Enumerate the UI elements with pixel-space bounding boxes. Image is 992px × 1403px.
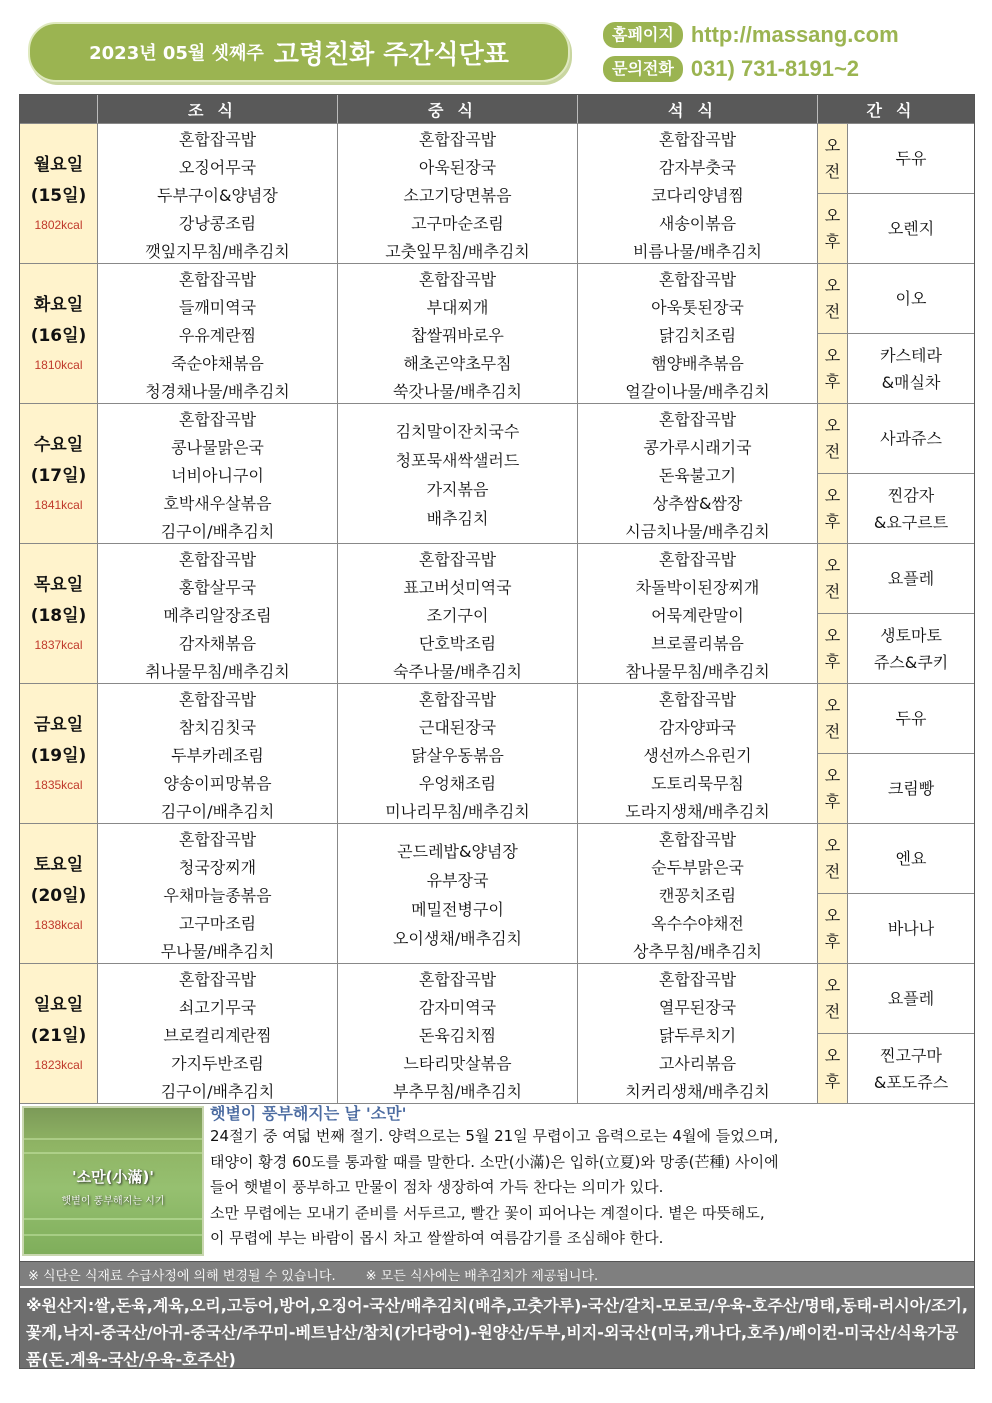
dish-item: 얼갈이나물/배추김치 xyxy=(625,382,770,401)
breakfast-cell xyxy=(98,264,338,403)
note-line: 태양이 황경 60도를 통과할 때를 말한다. 소만(小滿)은 입하(立夏)와 망종(芒種) 사이에 xyxy=(210,1152,779,1171)
contact-label: 문의전화 xyxy=(603,56,683,82)
dish-item: 배추김치 xyxy=(426,508,489,528)
day-cell xyxy=(20,824,98,963)
dish-item: 메추리알장조림 xyxy=(163,606,272,625)
dish-item: 찹쌀꿔바로우 xyxy=(411,326,504,345)
dish-item: 청포묵새싹샐러드 xyxy=(395,450,520,470)
snack-pm: 생토마토 쥬스&쿠키 xyxy=(873,625,949,672)
snack-pm: 바나나 xyxy=(887,919,935,938)
snack-row-am xyxy=(818,264,974,334)
am-label xyxy=(818,264,848,333)
am-label-char: 전 xyxy=(824,1001,841,1021)
dish-item: 양송이피망볶음 xyxy=(163,774,272,793)
dish-item: 조기구이 xyxy=(426,606,489,625)
pm-label-char: 후 xyxy=(824,511,841,531)
header-lunch: 중식 xyxy=(338,95,578,123)
dish-item: 고구마순조림 xyxy=(411,214,504,233)
snack-row-pm xyxy=(818,194,974,263)
dish-item: 쑥갓나물/배추김치 xyxy=(392,382,523,401)
dish-item: 쇠고기무국 xyxy=(178,998,257,1017)
day-cell xyxy=(20,544,98,683)
dish-item: 청경채나물/배추김치 xyxy=(145,382,290,401)
dish-item: 옥수수야채전 xyxy=(651,914,744,933)
dish-item: 상추무침/배추김치 xyxy=(632,942,763,961)
day-kcal: 1802kcal xyxy=(34,217,83,232)
title-banner xyxy=(28,22,570,82)
dish-item: 부추무침/배추김치 xyxy=(392,1082,523,1101)
dish-item: 혼합잡곡밥 xyxy=(418,690,497,709)
homepage-link[interactable]: http://massang.com xyxy=(690,22,899,47)
day-date: (20일) xyxy=(30,885,87,906)
dish-item: 치커리생채/배추김치 xyxy=(625,1082,770,1101)
dish-item: 메밀전병구이 xyxy=(411,899,504,919)
am-label-char: 오 xyxy=(824,835,841,855)
breakfast-cell xyxy=(98,124,338,263)
day-name: 수요일 xyxy=(33,434,84,455)
page-title: 고령친화 주간식단표 xyxy=(273,39,509,70)
pm-label-char: 오 xyxy=(824,905,841,925)
dish-item: 감자채볶음 xyxy=(178,634,257,653)
snack-row-am xyxy=(818,824,974,894)
header-snack: 간식 xyxy=(866,100,926,120)
day-name: 월요일 xyxy=(33,154,84,175)
day-name: 일요일 xyxy=(33,994,84,1015)
note-line: 들어 햇볕이 풍부하고 만물이 점차 생장하여 가득 찬다는 의미가 있다. xyxy=(210,1178,664,1196)
dish-item: 돈육김치찜 xyxy=(418,1026,497,1045)
snack-column xyxy=(818,124,974,263)
image-caption-sub: 햇볕이 풍부해지는 시기 xyxy=(61,1196,165,1207)
dish-item: 차돌박이된장찌개 xyxy=(635,578,760,597)
table-row xyxy=(20,543,974,683)
dish-item: 우채마늘종볶음 xyxy=(163,886,272,905)
am-label xyxy=(818,824,848,893)
pm-label-char: 후 xyxy=(824,651,841,671)
dish-item: 깻잎지무침/배추김치 xyxy=(145,242,290,261)
contact-phone: 031) 731-8191~2 xyxy=(690,56,860,81)
table-row xyxy=(20,403,974,543)
dish-item: 브로컬리계란찜 xyxy=(163,1026,272,1045)
snack-column xyxy=(818,404,974,543)
dish-item: 아욱된장국 xyxy=(418,158,497,177)
pm-label-char: 후 xyxy=(824,1071,841,1091)
am-label xyxy=(818,124,848,193)
dish-item: 감자부춧국 xyxy=(658,158,737,177)
seasonal-note xyxy=(20,1103,974,1261)
day-kcal: 1835kcal xyxy=(34,777,83,792)
dish-item: 혼합잡곡밥 xyxy=(658,690,737,709)
dish-item: 감자미역국 xyxy=(418,998,497,1017)
am-label-char: 오 xyxy=(824,135,841,155)
dish-item: 혼합잡곡밥 xyxy=(418,970,497,989)
dish-item: 오징어무국 xyxy=(178,158,257,177)
dish-item: 혼합잡곡밥 xyxy=(658,410,737,429)
snack-am: 두유 xyxy=(895,709,927,728)
dinner-cell xyxy=(578,544,818,683)
dish-item: 도라지생채/배추김치 xyxy=(625,802,770,821)
dish-item: 혼합잡곡밥 xyxy=(418,130,497,149)
title-week: 2023년 05월 셋째주 xyxy=(89,43,264,64)
dish-item: 혼합잡곡밥 xyxy=(178,690,257,709)
dish-item: 오이생채/배추김치 xyxy=(392,928,523,948)
dish-item: 콩가루시래기국 xyxy=(643,438,752,457)
dish-item: 가지두반조림 xyxy=(171,1054,264,1073)
origin-info: ※원산지:쌀,돈육,계육,오리,고등어,방어,오징어-국산/배추김치(배추,고춧가루)-국산/갈치-모로코/우육-호주산/명태,동태-러시아/조기,꽃게,낙지-중국산/아귀-중국산/주꾸미-베트남산/참치(가다랑어)-원양산/두부,비지-외국산(미국,캐나다,호주)/베이컨-미국산/식육가공품(돈.계육-국산/우육-호주산) xyxy=(20,1286,974,1368)
am-label-char: 전 xyxy=(824,301,841,321)
pm-label-char: 오 xyxy=(824,625,841,645)
snack-row-am xyxy=(818,544,974,614)
table-row xyxy=(20,263,974,403)
dish-item: 미나리무침/배추김치 xyxy=(385,802,530,821)
lunch-cell xyxy=(338,264,578,403)
snack-column xyxy=(818,684,974,823)
table-row xyxy=(20,123,974,263)
dish-item: 참치김칫국 xyxy=(178,718,257,737)
breakfast-cell xyxy=(98,964,338,1103)
rice-field-image xyxy=(22,1106,204,1256)
day-date: (19일) xyxy=(30,745,87,766)
day-kcal: 1841kcal xyxy=(34,497,83,512)
dish-item: 김치말이잔치국수 xyxy=(395,421,520,441)
day-date: (16일) xyxy=(30,325,87,346)
dish-item: 혼합잡곡밥 xyxy=(658,970,737,989)
pm-label xyxy=(818,334,848,403)
pm-label xyxy=(818,894,848,963)
dish-item: 상추쌈&쌈장 xyxy=(652,494,743,513)
day-name: 목요일 xyxy=(33,574,84,595)
snack-row-pm xyxy=(818,894,974,963)
day-name: 화요일 xyxy=(33,294,84,315)
dish-item: 도토리묵무침 xyxy=(651,774,744,793)
snack-row-am xyxy=(818,964,974,1034)
dish-item: 혼합잡곡밥 xyxy=(178,410,257,429)
dish-item: 비름나물/배추김치 xyxy=(632,242,763,261)
header-day xyxy=(20,95,98,123)
pm-label xyxy=(818,1034,848,1103)
am-label-char: 오 xyxy=(824,415,841,435)
dish-item: 해초곤약초무침 xyxy=(403,354,512,373)
am-label xyxy=(818,964,848,1033)
snack-row-pm xyxy=(818,754,974,823)
dish-item: 닭김치조림 xyxy=(658,326,737,345)
pm-label-char: 오 xyxy=(824,205,841,225)
pm-label xyxy=(818,754,848,823)
dish-item: 우엉채조림 xyxy=(418,774,497,793)
table-row xyxy=(20,823,974,963)
dish-item: 숙주나물/배추김치 xyxy=(392,662,523,681)
day-kcal: 1837kcal xyxy=(34,637,83,652)
dish-item: 곤드레밥&양념장 xyxy=(397,841,518,861)
dish-item: 혼합잡곡밥 xyxy=(658,830,737,849)
dish-item: 혼합잡곡밥 xyxy=(178,550,257,569)
dinner-cell xyxy=(578,264,818,403)
snack-am: 요플레 xyxy=(887,569,935,588)
am-label-char: 오 xyxy=(824,555,841,575)
dish-item: 혼합잡곡밥 xyxy=(418,270,497,289)
dinner-cell xyxy=(578,124,818,263)
snack-pm: 찐고구마 &포도쥬스 xyxy=(873,1045,949,1092)
day-cell xyxy=(20,264,98,403)
dish-item: 홍합살무국 xyxy=(178,578,257,597)
dish-item: 유부장국 xyxy=(426,870,489,890)
dish-item: 혼합잡곡밥 xyxy=(658,130,737,149)
dish-item: 들깨미역국 xyxy=(178,298,257,317)
lunch-cell xyxy=(338,964,578,1103)
day-date: (17일) xyxy=(30,465,87,486)
dish-item: 혼합잡곡밥 xyxy=(178,830,257,849)
note-text xyxy=(210,1104,968,1252)
note-line: 24절기 중 여덟 번째 절기. 양력으로는 5월 21일 무렵이고 음력으로는 4월에 들었으며, xyxy=(210,1127,779,1145)
dish-item: 근대된장국 xyxy=(418,718,497,737)
day-name: 금요일 xyxy=(33,714,84,735)
dish-item: 청국장찌개 xyxy=(178,858,257,877)
pm-label xyxy=(818,194,848,263)
homepage-row xyxy=(603,22,899,48)
snack-row-pm xyxy=(818,334,974,403)
dish-item: 혼합잡곡밥 xyxy=(178,270,257,289)
snack-row-pm xyxy=(818,474,974,543)
weekly-menu-table xyxy=(19,94,975,1369)
dish-item: 열무된장국 xyxy=(658,998,737,1017)
dish-item: 햄양배추볶음 xyxy=(651,354,744,373)
dish-item: 두부카레조림 xyxy=(171,746,264,765)
dish-item: 아욱톳된장국 xyxy=(651,298,744,317)
am-label-char: 오 xyxy=(824,275,841,295)
lunch-cell xyxy=(338,544,578,683)
snack-am: 엔요 xyxy=(895,849,927,868)
dish-item: 돈육불고기 xyxy=(658,466,737,485)
dish-item: 고구마조림 xyxy=(178,914,257,933)
dish-item: 순두부맑은국 xyxy=(651,858,744,877)
snack-row-pm xyxy=(818,1034,974,1103)
dinner-cell xyxy=(578,824,818,963)
note-title: 햇볕이 풍부해지는 날 '소만' xyxy=(210,1104,407,1123)
snack-am: 사과쥬스 xyxy=(880,429,942,448)
dish-item: 고사리볶음 xyxy=(658,1054,737,1073)
table-row xyxy=(20,963,974,1103)
dish-item: 가지볶음 xyxy=(426,479,489,499)
pm-label xyxy=(818,474,848,543)
image-caption-main: '소만(小滿)' xyxy=(72,1168,154,1186)
snack-column xyxy=(818,264,974,403)
dinner-cell xyxy=(578,964,818,1103)
notice-kimchi: ※ 모든 식사에는 배추김치가 제공됩니다. xyxy=(365,1268,599,1284)
day-kcal: 1823kcal xyxy=(34,1057,83,1072)
dish-item: 닭살우동볶음 xyxy=(411,746,504,765)
snack-row-am xyxy=(818,684,974,754)
am-label-char: 전 xyxy=(824,441,841,461)
pm-label-char: 후 xyxy=(824,371,841,391)
pm-label-char: 오 xyxy=(824,1045,841,1065)
header-breakfast: 조식 xyxy=(98,95,338,123)
pm-label-char: 오 xyxy=(824,345,841,365)
day-cell xyxy=(20,124,98,263)
dish-item: 호박새우살볶음 xyxy=(163,494,272,513)
am-label xyxy=(818,404,848,473)
note-line: 이 무렵에 부는 바람이 몹시 차고 쌀쌀하여 여름감기를 조심해야 한다. xyxy=(210,1229,664,1247)
day-rows xyxy=(20,123,974,1103)
day-cell xyxy=(20,684,98,823)
lunch-cell xyxy=(338,404,578,543)
pm-label-char: 후 xyxy=(824,931,841,951)
dinner-cell xyxy=(578,684,818,823)
dish-item: 무나물/배추김치 xyxy=(160,942,275,961)
dish-item: 취나물무침/배추김치 xyxy=(145,662,290,681)
dish-item: 감자양파국 xyxy=(658,718,737,737)
day-name: 토요일 xyxy=(33,854,84,875)
homepage-label: 홈페이지 xyxy=(603,22,683,48)
breakfast-cell xyxy=(98,544,338,683)
snack-pm: 크림빵 xyxy=(887,779,935,798)
dish-item: 너비아니구이 xyxy=(171,466,264,485)
dish-item: 표고버섯미역국 xyxy=(403,578,512,597)
table-row xyxy=(20,683,974,823)
notice-bar xyxy=(20,1261,974,1286)
snack-am: 두유 xyxy=(895,149,927,168)
dish-item: 혼합잡곡밥 xyxy=(178,130,257,149)
dish-item: 김구이/배추김치 xyxy=(160,1082,275,1101)
breakfast-cell xyxy=(98,684,338,823)
day-date: (15일) xyxy=(30,185,87,206)
table-header xyxy=(20,95,974,123)
dish-item: 시금치나물/배추김치 xyxy=(625,522,770,541)
pm-label xyxy=(818,614,848,683)
dish-item: 닭두루치기 xyxy=(658,1026,737,1045)
dish-item: 캔꽁치조림 xyxy=(658,886,737,905)
dish-item: 고춧잎무침/배추김치 xyxy=(385,242,530,261)
dish-item: 두부구이&양념장 xyxy=(157,186,278,205)
snack-pm: 오렌지 xyxy=(887,219,935,238)
snack-column xyxy=(818,824,974,963)
dish-item: 강낭콩조림 xyxy=(178,214,257,233)
snack-am: 요플레 xyxy=(887,989,935,1008)
am-label-char: 오 xyxy=(824,695,841,715)
lunch-cell xyxy=(338,684,578,823)
snack-column xyxy=(818,544,974,683)
note-line: 소만 무렵에는 모내기 준비를 서두르고, 빨간 꽃이 피어나는 계절이다. 볕은 따뜻해도, xyxy=(210,1203,765,1222)
dish-item: 혼합잡곡밥 xyxy=(418,550,497,569)
dish-item: 혼합잡곡밥 xyxy=(658,270,737,289)
snack-column xyxy=(818,964,974,1103)
snack-row-pm xyxy=(818,614,974,683)
dish-item: 콩나물맑은국 xyxy=(171,438,264,457)
am-label-char: 전 xyxy=(824,161,841,181)
snack-pm: 카스테라 &매실차 xyxy=(880,345,942,392)
breakfast-cell xyxy=(98,824,338,963)
breakfast-cell xyxy=(98,404,338,543)
day-cell xyxy=(20,404,98,543)
dish-item: 소고기당면볶음 xyxy=(403,186,512,205)
snack-am: 이오 xyxy=(895,289,927,308)
dish-item: 코다리양념찜 xyxy=(651,186,744,205)
day-date: (18일) xyxy=(30,605,87,626)
dish-item: 혼합잡곡밥 xyxy=(658,550,737,569)
day-cell xyxy=(20,964,98,1103)
am-label-char: 전 xyxy=(824,861,841,881)
dish-item: 죽순야채볶음 xyxy=(171,354,264,373)
dish-item: 생선까스유린기 xyxy=(643,746,752,765)
dish-item: 새송이볶음 xyxy=(658,214,737,233)
dish-item: 단호박조림 xyxy=(418,634,497,653)
pm-label-char: 후 xyxy=(824,791,841,811)
dish-item: 브로콜리볶음 xyxy=(651,634,744,653)
snack-row-am xyxy=(818,404,974,474)
dish-item: 느타리맛살볶음 xyxy=(403,1054,512,1073)
dish-item: 우유계란찜 xyxy=(178,326,257,345)
am-label-char: 전 xyxy=(824,721,841,741)
header-dinner: 석식 xyxy=(578,95,818,123)
lunch-cell xyxy=(338,124,578,263)
pm-label-char: 오 xyxy=(824,485,841,505)
day-date: (21일) xyxy=(30,1025,87,1046)
pm-label-char: 후 xyxy=(824,231,841,251)
lunch-cell xyxy=(338,824,578,963)
dish-item: 부대찌개 xyxy=(426,298,489,317)
snack-row-am xyxy=(818,124,974,194)
dinner-cell xyxy=(578,404,818,543)
dish-item: 참나물무침/배추김치 xyxy=(625,662,770,681)
am-label-char: 전 xyxy=(824,581,841,601)
dish-item: 김구이/배추김치 xyxy=(160,802,275,821)
day-kcal: 1810kcal xyxy=(34,357,83,372)
snack-pm: 찐감자 &요구르트 xyxy=(873,485,949,532)
day-kcal: 1838kcal xyxy=(34,917,83,932)
dish-item: 김구이/배추김치 xyxy=(160,522,275,541)
dish-item: 어묵계란말이 xyxy=(651,606,744,625)
pm-label-char: 오 xyxy=(824,765,841,785)
am-label-char: 오 xyxy=(824,975,841,995)
am-label xyxy=(818,684,848,753)
dish-item: 혼합잡곡밥 xyxy=(178,970,257,989)
am-label xyxy=(818,544,848,613)
notice-change: ※ 식단은 식재료 수급사정에 의해 변경될 수 있습니다. xyxy=(28,1268,336,1284)
contact-row xyxy=(603,56,859,82)
